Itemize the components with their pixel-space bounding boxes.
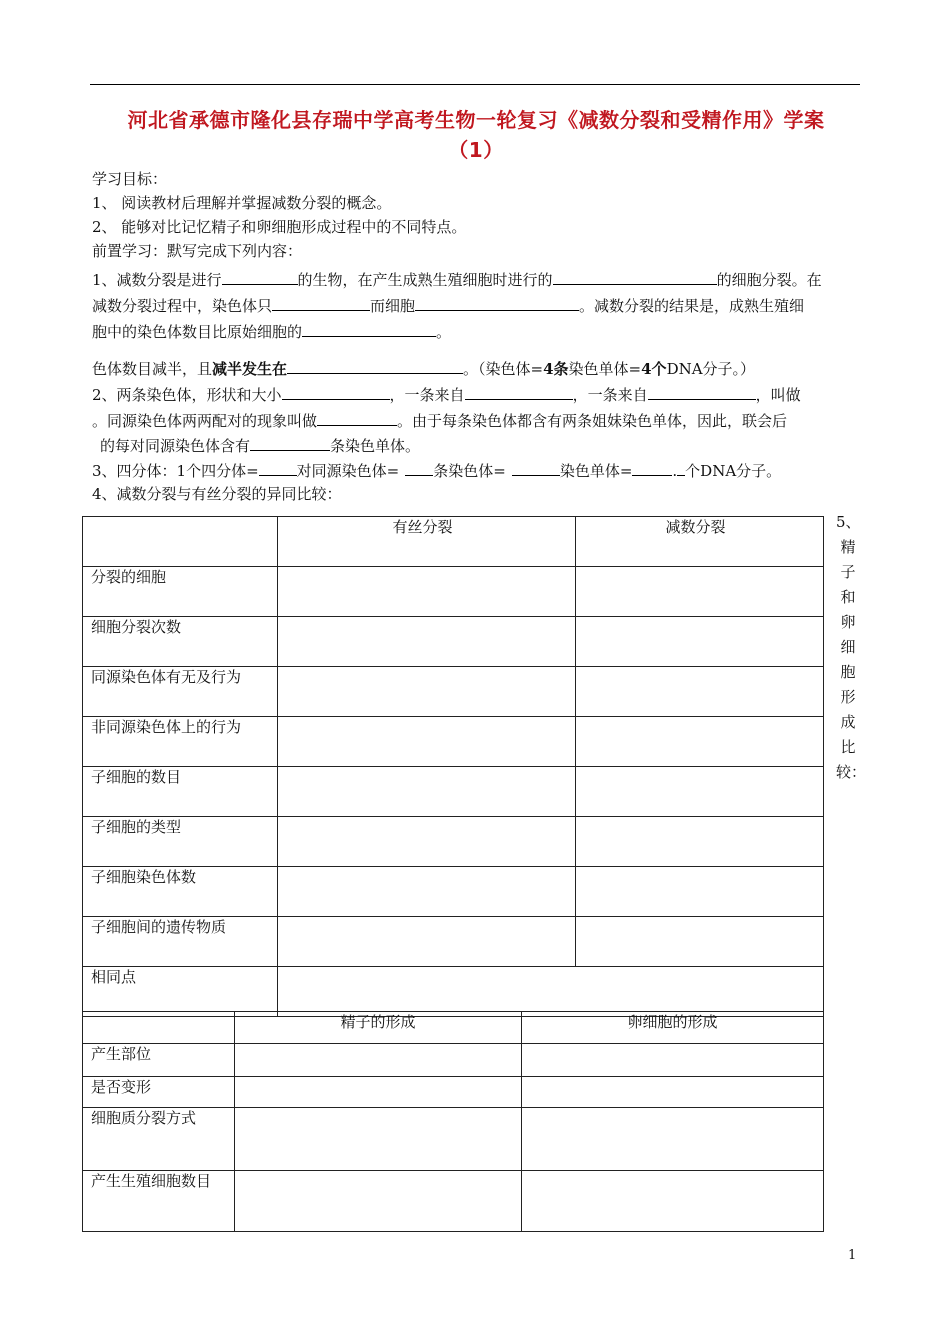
q1-text-j: 减半发生在 bbox=[212, 360, 288, 378]
document-title: 河北省承德市隆化县存瑞中学高考生物一轮复习《减数分裂和受精作用》学案 bbox=[127, 108, 825, 132]
row-label: 同源染色体有无及行为 bbox=[83, 667, 278, 717]
q3-text-f: 个DNA分子。 bbox=[685, 462, 782, 480]
q1-text-n: 4个 bbox=[641, 360, 667, 378]
objectives-heading: 学习目标： bbox=[92, 170, 168, 188]
answer-cell[interactable] bbox=[576, 717, 824, 767]
table-row bbox=[83, 767, 824, 817]
q5-char: 形 bbox=[840, 688, 856, 706]
q2-text-f: 。由于每条染色体都含有两条姐妹染色单体，因此，联会后 bbox=[397, 412, 788, 430]
q2-blank-1[interactable] bbox=[282, 383, 390, 400]
answer-cell[interactable] bbox=[576, 617, 824, 667]
q3-blank-2[interactable] bbox=[405, 459, 433, 476]
row-label: 子细胞染色体数 bbox=[83, 867, 278, 917]
sperm-egg-formation-table bbox=[82, 1011, 824, 1232]
answer-cell[interactable] bbox=[278, 967, 824, 1017]
answer-cell[interactable] bbox=[278, 817, 576, 867]
table-row bbox=[83, 1044, 824, 1077]
q2-blank-5[interactable] bbox=[250, 434, 330, 451]
q1-text-c: 的细胞分裂。在 bbox=[716, 271, 822, 289]
q5-char: 5、 bbox=[836, 513, 861, 531]
q2-blank-3[interactable] bbox=[648, 383, 756, 400]
answer-cell[interactable] bbox=[576, 567, 824, 617]
q3-text-e: . bbox=[672, 462, 678, 480]
q1-text-i: 色体数目减半，且 bbox=[92, 360, 213, 378]
question-3 bbox=[92, 459, 781, 481]
q5-char: 子 bbox=[840, 563, 856, 581]
page-number: 1 bbox=[848, 1248, 857, 1263]
answer-cell[interactable] bbox=[278, 717, 576, 767]
q2-text-a: 2、两条染色体，形状和大小 bbox=[92, 386, 282, 404]
answer-cell[interactable] bbox=[576, 667, 824, 717]
q2-text-h: 条染色单体。 bbox=[330, 437, 421, 455]
question-1-line-1 bbox=[92, 268, 822, 290]
q2-blank-4[interactable] bbox=[317, 409, 397, 426]
q1-blank-1[interactable] bbox=[222, 268, 298, 285]
objective-2: 2、 能够对比记忆精子和卵细胞形成过程中的不同特点。 bbox=[92, 218, 467, 236]
q3-blank-4[interactable] bbox=[632, 459, 672, 476]
q1-text-o: DNA分子。） bbox=[666, 360, 756, 378]
document-title-number: （1） bbox=[448, 138, 504, 162]
answer-cell[interactable] bbox=[278, 767, 576, 817]
question-1-line-3 bbox=[92, 320, 451, 342]
table-row bbox=[83, 1171, 824, 1232]
table-row bbox=[83, 617, 824, 667]
answer-cell[interactable] bbox=[235, 1108, 522, 1171]
row-label: 产生生殖细胞数目 bbox=[83, 1171, 235, 1232]
row-label: 相同点 bbox=[83, 967, 278, 1017]
question-4: 4、减数分裂与有丝分裂的异同比较： bbox=[92, 485, 342, 503]
q1-text-k: 。（染色体= bbox=[463, 360, 544, 378]
q2-text-d: ，叫做 bbox=[755, 386, 801, 404]
row-label: 子细胞的数目 bbox=[83, 767, 278, 817]
row-label: 子细胞的类型 bbox=[83, 817, 278, 867]
question-2-line-3 bbox=[100, 434, 420, 456]
answer-cell[interactable] bbox=[576, 817, 824, 867]
row-label: 子细胞间的遗传物质 bbox=[83, 917, 278, 967]
q2-text-c: ，一条来自 bbox=[572, 386, 648, 404]
objective-1: 1、 阅读教材后理解并掌握减数分裂的概念。 bbox=[92, 194, 392, 212]
q1-text-a: 1、减数分裂是进行 bbox=[92, 271, 222, 289]
q1-blank-2[interactable] bbox=[553, 268, 717, 285]
answer-cell[interactable] bbox=[235, 1171, 522, 1232]
header-egg-formation: 卵细胞的形成 bbox=[522, 1012, 824, 1044]
table-row-similarities bbox=[83, 967, 824, 1017]
question-1-line-4 bbox=[92, 357, 755, 379]
q3-blank-5[interactable] bbox=[677, 459, 685, 476]
question-5-vertical-label bbox=[836, 510, 867, 785]
q1-blank-3[interactable] bbox=[272, 294, 370, 311]
mitosis-meiosis-comparison-table bbox=[82, 516, 824, 1017]
q1-text-b: 的生物，在产生成熟生殖细胞时进行的 bbox=[297, 271, 553, 289]
answer-cell[interactable] bbox=[522, 1108, 824, 1171]
header-cell-empty bbox=[83, 1012, 235, 1044]
q3-blank-1[interactable] bbox=[259, 459, 297, 476]
table-row bbox=[83, 1077, 824, 1108]
answer-cell[interactable] bbox=[278, 917, 576, 967]
answer-cell[interactable] bbox=[576, 917, 824, 967]
q5-char: 较： bbox=[836, 763, 867, 781]
q1-text-f: 。减数分裂的结果是，成熟生殖细 bbox=[579, 297, 805, 315]
q1-text-m: 染色单体= bbox=[568, 360, 642, 378]
question-2-line-2 bbox=[92, 409, 787, 431]
q1-blank-6[interactable] bbox=[287, 357, 463, 374]
answer-cell[interactable] bbox=[278, 867, 576, 917]
q5-char: 胞 bbox=[840, 663, 856, 681]
table-row bbox=[83, 567, 824, 617]
header-cell-empty bbox=[83, 517, 278, 567]
question-2-line-1 bbox=[92, 383, 801, 405]
answer-cell[interactable] bbox=[235, 1077, 522, 1108]
q2-text-e: 。同源染色体两两配对的现象叫做 bbox=[92, 412, 318, 430]
q1-text-g: 胞中的染色体数目比原始细胞的 bbox=[92, 323, 303, 341]
q5-char: 比 bbox=[840, 738, 856, 756]
q1-text-h: 。 bbox=[436, 323, 452, 341]
table-row bbox=[83, 867, 824, 917]
table-row bbox=[83, 917, 824, 967]
answer-cell[interactable] bbox=[278, 617, 576, 667]
answer-cell[interactable] bbox=[522, 1044, 824, 1077]
question-1-line-2 bbox=[92, 294, 804, 316]
header-rule bbox=[90, 84, 860, 85]
q1-blank-5[interactable] bbox=[302, 320, 436, 337]
answer-cell[interactable] bbox=[576, 867, 824, 917]
q5-char: 卵 bbox=[840, 613, 856, 631]
q5-char: 成 bbox=[840, 713, 856, 731]
q3-text-c: 条染色体= bbox=[433, 462, 506, 480]
table-row bbox=[83, 717, 824, 767]
table-row bbox=[83, 1108, 824, 1171]
answer-cell[interactable] bbox=[522, 1171, 824, 1232]
table-header-row bbox=[83, 1012, 824, 1044]
header-meiosis: 减数分裂 bbox=[576, 517, 824, 567]
row-label: 非同源染色体上的行为 bbox=[83, 717, 278, 767]
table-header-row bbox=[83, 517, 824, 567]
header-mitosis: 有丝分裂 bbox=[278, 517, 576, 567]
row-label: 细胞质分裂方式 bbox=[83, 1108, 235, 1171]
answer-cell[interactable] bbox=[576, 767, 824, 817]
q1-text-l: 4条 bbox=[543, 360, 569, 378]
q1-text-d: 减数分裂过程中，染色体只 bbox=[92, 297, 273, 315]
answer-cell[interactable] bbox=[235, 1044, 522, 1077]
q1-blank-4[interactable] bbox=[415, 294, 579, 311]
answer-cell[interactable] bbox=[278, 567, 576, 617]
q3-text-a: 3、四分体：1个四分体= bbox=[92, 462, 259, 480]
table-row bbox=[83, 817, 824, 867]
q1-text-e: 而细胞 bbox=[370, 297, 416, 315]
header-sperm-formation: 精子的形成 bbox=[235, 1012, 522, 1044]
q3-text-b: 对同源染色体= bbox=[296, 462, 400, 480]
q3-text-d: 染色单体= bbox=[559, 462, 633, 480]
row-label: 分裂的细胞 bbox=[83, 567, 278, 617]
pre-study-heading: 前置学习：默写完成下列内容： bbox=[92, 242, 303, 260]
row-label: 产生部位 bbox=[83, 1044, 235, 1077]
row-label: 是否变形 bbox=[83, 1077, 235, 1108]
q2-text-g: 的每对同源染色体含有 bbox=[100, 437, 251, 455]
row-label: 细胞分裂次数 bbox=[83, 617, 278, 667]
q5-char: 细 bbox=[840, 638, 856, 656]
table-row bbox=[83, 667, 824, 717]
q5-char: 和 bbox=[840, 588, 856, 606]
q2-text-b: ，一条来自 bbox=[389, 386, 465, 404]
q2-blank-2[interactable] bbox=[465, 383, 573, 400]
q3-blank-3[interactable] bbox=[512, 459, 560, 476]
answer-cell[interactable] bbox=[522, 1077, 824, 1108]
answer-cell[interactable] bbox=[278, 667, 576, 717]
q5-char: 精 bbox=[840, 538, 856, 556]
